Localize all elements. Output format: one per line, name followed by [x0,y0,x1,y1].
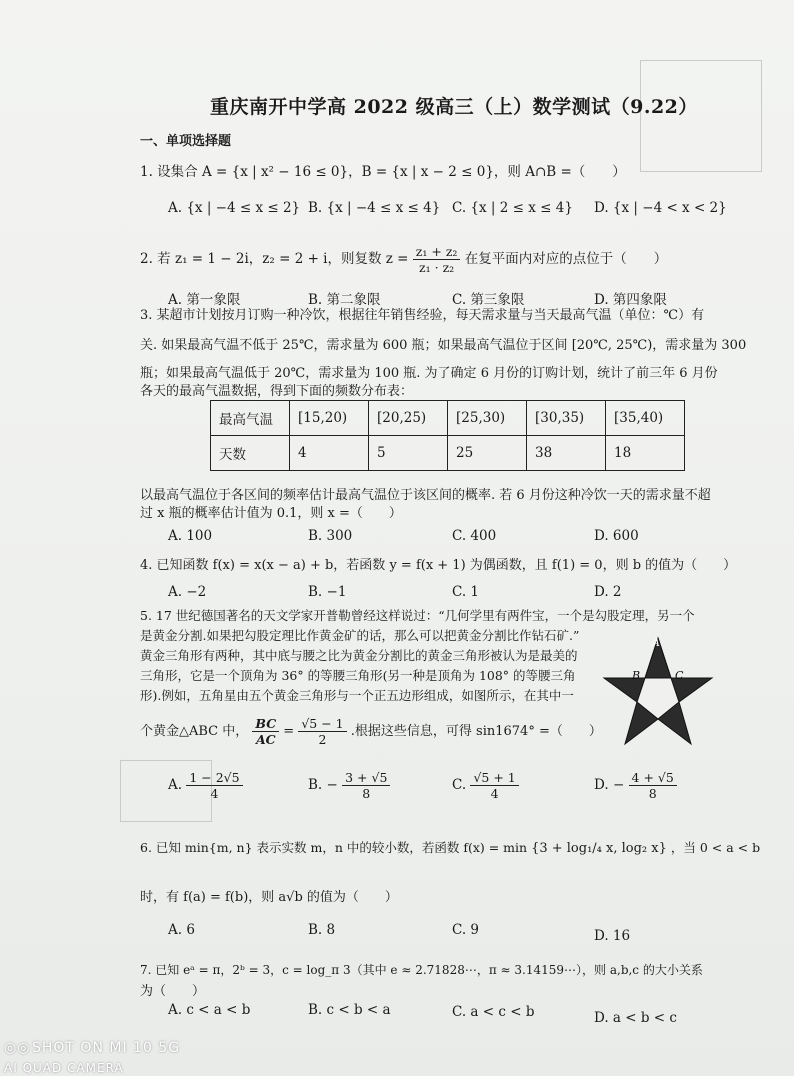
q5-golden-denominator: 2 [318,732,327,747]
table-cell: [30,35) [527,401,606,436]
q4-option-c: C. 1 [452,584,480,600]
q3-line-4: 各天的最高气温数据，得到下面的频数分布表： [140,384,414,399]
q5-line-6-start: 个黄金△ABC 中， [140,724,249,739]
q5-option-d-sign: − [612,777,625,793]
frequency-table [210,400,685,471]
q2-stem-start: 2. 若 z₁ = 1 − 2i，z₂ = 2 + i，则复数 z = [140,251,409,267]
q2-option-c: C. 第三象限 [452,292,525,308]
q5-line-1: 5. 17 世纪德国著名的天文学家开普勒曾经这样说过：“几何学里有两件宝，一个是勾股定理，另一个 [140,608,695,623]
q7-line-2: 为（ ） [140,984,206,999]
q6-line-1-start: 6. 已知 min{m, n} 表示实数 m，n 中的较小数，若函数 f(x) = min [140,840,528,855]
q6-min-expression: {3 + log₁/₄ x, log₂ x} [531,841,667,856]
vertex-label-b: B [632,669,641,682]
q3-option-c: C. 400 [452,528,497,544]
q5-golden-fraction [298,716,346,747]
table-cell: 38 [527,436,606,471]
q2-option-b: B. 第二象限 [308,292,381,308]
table-cell: [35,40) [606,401,685,436]
q1-option-d: D. {x | −4 < x < 2} [594,200,727,216]
q3-line-1: 3. 某超市计划按月订购一种冷饮，根据往年销售经验，每天需求量与当天最高气温（单位：℃）有 [140,308,705,323]
table-row [211,401,685,436]
q3-line-6: 过 x 瓶的概率估计值为 0.1，则 x =（ ） [140,506,402,521]
table-cell: 25 [448,436,527,471]
q2-option-a: A. 第一象限 [168,292,241,308]
q3-option-a: A. 100 [168,528,213,544]
q7-option-d: D. a < b < c [594,1010,677,1026]
q5-option-b-prefix: B. [308,777,323,793]
table-cell: 5 [369,436,448,471]
q3-option-d: D. 600 [594,528,639,544]
table-cell: [20,25) [369,401,448,436]
question-2-stem [140,244,667,275]
camera-watermark-text: SHOT ON MI 10 5G [32,1040,181,1056]
q6-line-2: 时，有 f(a) = f(b)，则 a√b 的值为（ ） [140,890,398,905]
q5-option-d [594,770,677,801]
q4-option-a: A. −2 [168,584,207,600]
q5-ratio-denominator: AC [255,732,276,747]
question-1-stem: 1. 设集合 A = {x | x² − 16 ≤ 0}，B = {x | x − 2 ≤ 0}，则 A∩B =（ ） [140,164,626,180]
q6-option-a: A. 6 [168,922,195,938]
q5-ratio-numerator: BC [252,716,279,732]
q3-option-b: B. 300 [308,528,353,544]
q5-line-2: 是黄金分割.如果把勾股定理比作黄金矿的话，那么可以把黄金分割比作钻石矿.” [140,628,580,643]
q6-option-c: C. 9 [452,922,480,938]
pentagram-figure [602,634,714,750]
table-cell: 18 [606,436,685,471]
question-4-stem: 4. 已知函数 f(x) = x(x − a) + b，若函数 y = f(x + 1) 为偶函数，且 f(1) = 0，则 b 的值为（ ） [140,558,737,573]
q3-line-5: 以最高气温位于各区间的频率估计最高气温位于该区间的概率. 若 6 月份这种冷饮一天的需求量不超 [140,488,711,503]
section-heading: 一、单项选择题 [140,134,232,149]
q5-option-a [168,770,243,801]
q5-option-a-fraction [186,770,242,801]
table-cell: 4 [290,436,369,471]
q5-option-c-numerator: √5 + 1 [470,770,518,786]
q6-option-b: B. 8 [308,922,336,938]
q5-option-b-sign: − [326,777,338,793]
q5-option-c-denominator: 4 [490,786,499,801]
table-header-cell: 最高气温 [211,401,290,436]
q2-fraction-denominator: z₁ · z₂ [419,260,455,275]
q5-option-a-numerator: 1 − 2√5 [186,770,242,786]
camera-logo-icon: ◎◎ [4,1040,31,1056]
table-cell: [15,20) [290,401,369,436]
q5-option-b-denominator: 8 [362,786,371,801]
q5-option-d-prefix: D. [594,777,609,793]
q2-stem-end: 在复平面内对应的点位于（ ） [464,251,668,267]
q2-fraction-numerator: z₁ + z₂ [413,244,461,260]
camera-watermark-subline: AI QUAD CAMERA [4,1061,124,1075]
vertex-label-a: A [652,636,660,649]
q5-option-d-denominator: 8 [648,786,657,801]
table-cell: [25,30) [448,401,527,436]
q5-option-c [452,770,519,801]
q5-line-6 [140,712,602,752]
q7-option-b: B. c < b < a [308,1002,391,1018]
q5-ratio-fraction [252,716,279,747]
q5-option-c-fraction [470,770,518,801]
q5-option-b [308,770,390,801]
q5-option-b-numerator: 3 + √5 [342,770,390,786]
q5-line-6-end: .根据这些信息，可得 sin1674° =（ ） [350,724,602,739]
q3-line-2: 关. 如果最高气温不低于 25℃，需求量为 600 瓶；如果最高气温位于区间 [20℃, 25℃)，需求量为 300 [140,338,747,353]
q6-line-1-end: ，当 0 < a < b [670,840,761,855]
q2-fraction [413,244,461,275]
q4-option-b: B. −1 [308,584,347,600]
q1-option-b: B. {x | −4 ≤ x ≤ 4} [308,200,441,216]
q6-line-1 [140,838,760,859]
q3-line-3: 瓶；如果最高气温低于 20℃，需求量为 100 瓶. 为了确定 6 月份的订购计划，统计了前三年 6 月份 [140,366,718,381]
table-row [211,436,685,471]
q5-line-4: 三角形，它是一个顶角为 36° 的等腰三角形(另一种是顶角为 108° 的等腰三角 [140,668,576,683]
q7-line-1: 7. 已知 eᵃ = π，2ᵇ = 3，c = log_π 3（其中 e ≈ 2.71828⋯，π ≈ 3.14159⋯），则 a,b,c 的大小关系 [140,963,703,977]
q5-option-a-prefix: A. [168,777,183,793]
q5-option-c-prefix: C. [452,777,467,793]
q7-option-c: C. a < c < b [452,1004,535,1020]
q4-option-d: D. 2 [594,584,622,600]
q5-option-d-numerator: 4 + √5 [629,770,677,786]
q6-option-d: D. 16 [594,928,631,944]
q5-golden-numerator: √5 − 1 [298,716,346,732]
vertex-label-c: C [675,669,684,682]
q1-option-a: A. {x | −4 ≤ x ≤ 2} [168,200,301,216]
page-title: 重庆南开中学高 2022 级高三（上）数学测试（9.22） [210,96,698,118]
q2-option-d: D. 第四象限 [594,292,667,308]
q5-line-3: 黄金三角形有两种，其中底与腰之比为黄金分割比的黄金三角形被认为是最美的 [140,648,578,663]
q5-option-b-fraction [342,770,390,801]
table-header-cell: 天数 [211,436,290,471]
q1-option-c: C. {x | 2 ≤ x ≤ 4} [452,200,573,216]
q5-equals-sign: = [283,724,295,739]
q5-option-a-denominator: 4 [210,786,219,801]
q5-option-d-fraction [629,770,677,801]
q7-option-a: A. c < a < b [168,1002,251,1018]
q5-line-5: 形).例如，五角星由五个黄金三角形与一个正五边形组成，如图所示，在其中一 [140,688,574,703]
camera-watermark [4,1040,180,1056]
